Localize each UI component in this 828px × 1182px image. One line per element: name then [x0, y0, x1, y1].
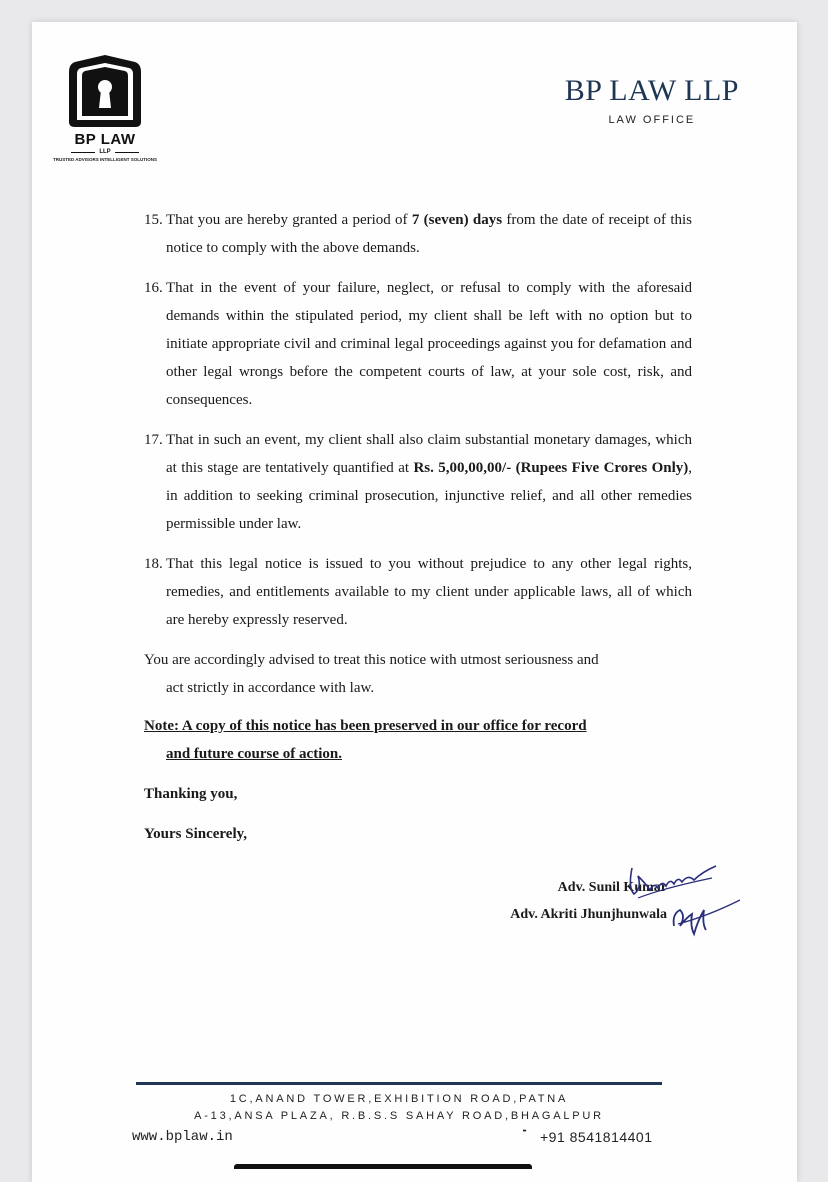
firm-logo [50, 52, 160, 167]
note-line-2: and future course of action. [166, 746, 342, 762]
home-indicator [234, 1164, 532, 1169]
logo-llp [50, 148, 160, 156]
paragraph-text: That in the event of your failure, neglect, or refusal to comply with the aforesaid demands within the stipulated period, my client shall be left with no option but to initiate appropriate civil and criminal legal proceedings against you for defamation and other legal wrongs before the competent courts of law, at your sole cost, risk, and consequences. [166, 280, 692, 408]
paragraph-17 [144, 426, 692, 538]
paragraph-16 [144, 274, 692, 414]
phone-mark: ╺ [520, 1126, 527, 1137]
address-bhagalpur: A-13,ANSA PLAZA, R.B.S.S SAHAY ROAD,BHAGALPUR [194, 1110, 604, 1122]
paragraph-number: 16. [144, 280, 163, 296]
paragraph-text: That in such an event, my client shall also claim substantial monetary damages, which at this stage are tentatively quantified at [166, 432, 692, 476]
advice-line-2: act strictly in accordance with law. [166, 680, 375, 696]
firm-subtitle: LAW OFFICE [608, 114, 696, 126]
note-line-1: Note: A copy of this notice has been preserved in our office for record [144, 718, 587, 734]
yours-sincerely-line: Yours Sincerely, [144, 826, 248, 842]
phone-number: +91 8541814401 [540, 1129, 653, 1145]
keyhole-shield-icon [65, 52, 145, 130]
logo-tagline: TRUSTED ADVISORS INTELLIGENT SOLUTIONS [52, 157, 158, 162]
paragraph-text: from the date of receipt of this notice to comply with the above demands. [166, 212, 692, 256]
thanking-line: Thanking you, [144, 786, 238, 802]
paragraph-number: 17. [144, 432, 163, 448]
signatory-sunil-kumar: Adv. Sunil Kumar [557, 880, 667, 895]
logo-divider [71, 152, 95, 153]
handwritten-signature-2 [668, 896, 744, 940]
footer-rule [136, 1082, 662, 1085]
paragraph-number: 15. [144, 212, 163, 228]
letter-body [144, 206, 692, 860]
firm-name: BP LAW LLP [564, 74, 739, 107]
paragraph-text: , in addition to seeking criminal prosecution, injunctive relief, and all other remedies permissible under law. [166, 460, 693, 532]
logo-divider [115, 152, 139, 153]
advice-paragraph [144, 646, 692, 702]
signatory-akriti-jhunjhunwala: Adv. Akriti Jhunjhunwala [510, 907, 667, 922]
note-paragraph [144, 712, 692, 768]
paragraph-15 [144, 206, 692, 262]
paragraph-text: That you are hereby granted a period of [166, 212, 412, 228]
logo-llp-text: LLP [99, 149, 111, 155]
paragraph-emphasis: 7 (seven) days [411, 212, 503, 228]
logo-wordmark: BP LAW [74, 131, 136, 148]
address-patna: 1C,ANAND TOWER,EXHIBITION ROAD,PATNA [229, 1093, 569, 1105]
firm-header [565, 74, 739, 126]
paragraph-number: 18. [144, 556, 163, 572]
advice-line-1: You are accordingly advised to treat this notice with utmost seriousness and [144, 652, 599, 668]
website-link[interactable]: www.bplaw.in [132, 1129, 233, 1145]
letter-page [32, 22, 797, 1182]
paragraph-18 [144, 550, 692, 634]
paragraph-emphasis: Rs. 5,00,00,00/- (Rupees Five Crores Only) [413, 460, 689, 476]
paragraph-text: That this legal notice is issued to you without prejudice to any other legal rights, remedies, and entitlements available to my client under applicable laws, all of which are hereby expressly reserved. [166, 556, 692, 628]
